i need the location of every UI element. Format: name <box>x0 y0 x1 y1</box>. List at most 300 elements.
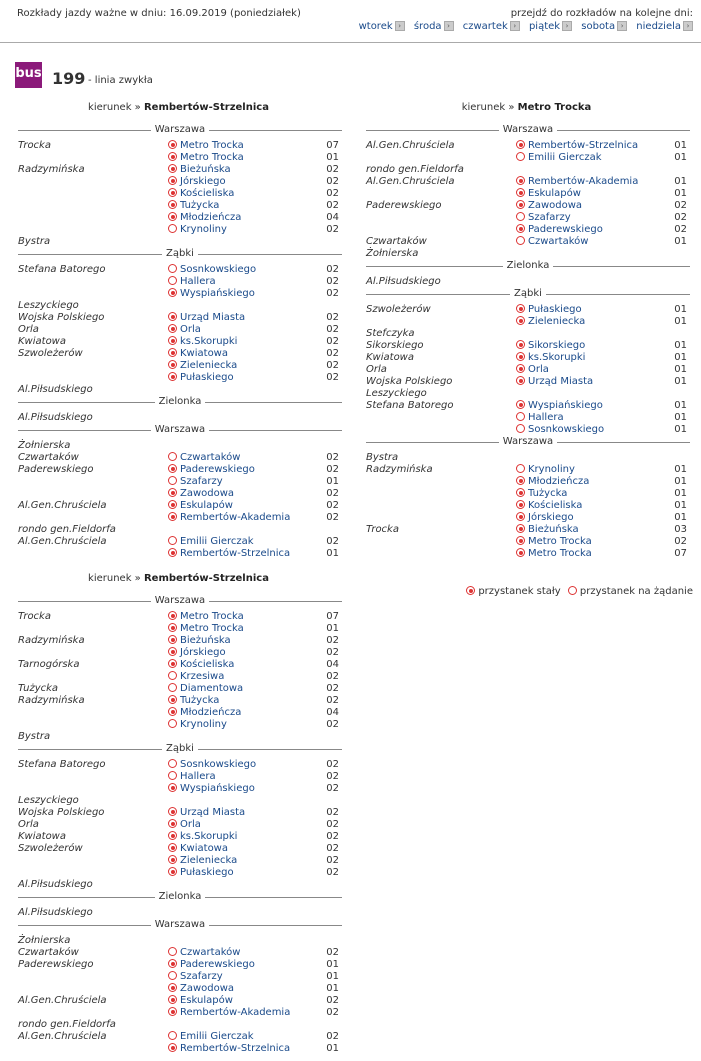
fixed-stop-icon <box>168 348 177 357</box>
street-name: Sikorskiego <box>366 340 424 351</box>
stop-name[interactable]: Wyspiańskiego <box>180 783 255 794</box>
stop-link[interactable] <box>168 611 244 622</box>
stop-name[interactable]: Urząd Miasta <box>180 312 246 323</box>
travel-time: 02 <box>326 176 339 187</box>
street-name: Paderewskiego <box>366 200 442 211</box>
zone-name: Zielonka <box>155 891 206 902</box>
stop-name[interactable]: ks.Skorupki <box>180 831 238 842</box>
stop-name[interactable]: Czwartaków <box>180 452 241 463</box>
travel-time: 03 <box>674 524 687 535</box>
stop-link[interactable] <box>516 200 582 211</box>
timetable-row <box>15 719 342 731</box>
street-name: Bystra <box>18 236 51 247</box>
direction-destination[interactable]: Rembertów-Strzelnica <box>143 102 269 113</box>
stop-link[interactable] <box>516 316 585 327</box>
travel-time: 02 <box>326 276 339 287</box>
stop-name[interactable]: Eskulapów <box>180 500 233 511</box>
fixed-stop-icon <box>168 659 177 668</box>
travel-time: 01 <box>674 476 687 487</box>
fixed-stop-icon <box>168 500 177 509</box>
street-name: Żołnierska <box>366 248 419 259</box>
street-name: Radzymińska <box>18 164 85 175</box>
timetable-row <box>15 524 342 536</box>
stop-link[interactable] <box>516 304 582 315</box>
stop-link[interactable] <box>168 719 227 730</box>
stop-name[interactable]: Zieleniecka <box>180 360 238 371</box>
arrow-icon[interactable]: › <box>395 21 405 31</box>
zone-name-wrap <box>18 919 342 930</box>
stop-link[interactable] <box>516 412 564 423</box>
stop-name[interactable]: Szafarzy <box>528 212 571 223</box>
stop-link[interactable] <box>168 843 228 854</box>
street-name: Czwartaków <box>18 947 79 958</box>
request-stop-icon <box>168 536 177 545</box>
stop-link[interactable] <box>516 548 592 559</box>
fixed-stop-icon <box>168 488 177 497</box>
travel-time: 01 <box>674 488 687 499</box>
stop-name[interactable]: Zawodowa <box>180 983 235 994</box>
timetable-row <box>15 324 342 336</box>
stop-link[interactable] <box>168 807 245 818</box>
timetable-row <box>15 947 342 959</box>
stop-name[interactable]: Metro Trocka <box>180 152 244 163</box>
travel-time: 02 <box>326 512 339 523</box>
arrow-icon[interactable]: › <box>562 21 572 31</box>
street-name: Al.Gen.Chruściela <box>18 1031 107 1042</box>
timetable-row <box>15 464 342 476</box>
stop-link[interactable] <box>168 188 234 199</box>
stop-link[interactable] <box>168 452 240 463</box>
stop-name[interactable]: Wyspiańskiego <box>180 288 255 299</box>
stop-link[interactable] <box>516 424 604 435</box>
stop-link[interactable] <box>168 983 234 994</box>
timetable-row <box>363 200 690 212</box>
stop-link[interactable] <box>168 276 216 287</box>
stop-name[interactable]: Rembertów-Strzelnica <box>528 140 639 151</box>
zone-separator <box>18 424 342 436</box>
timetable-row <box>15 476 342 488</box>
fixed-stop-icon <box>516 524 525 533</box>
stop-link[interactable] <box>168 336 237 347</box>
street-name: Al.Gen.Chruściela <box>18 500 107 511</box>
fixed-stop-icon <box>168 707 177 716</box>
timetable-row <box>363 500 690 512</box>
fixed-stop-icon <box>516 200 525 209</box>
stop-name[interactable]: Zawodowa <box>180 488 235 499</box>
stop-name[interactable]: Paderewskiego <box>528 224 603 235</box>
fixed-stop-icon <box>168 188 177 197</box>
timetable-row <box>15 164 342 176</box>
stop-name[interactable]: Krzesiwa <box>180 671 225 682</box>
stop-name[interactable]: Orla <box>528 364 549 375</box>
stop-name[interactable]: Zawodowa <box>528 200 583 211</box>
travel-time: 02 <box>674 536 687 547</box>
fixed-stop-icon <box>516 536 525 545</box>
timetable-row <box>15 995 342 1007</box>
goto-days-text: przejdź do rozkładów na kolejne dni: <box>510 8 693 19</box>
fixed-stop-icon <box>168 324 177 333</box>
line-number: 199 <box>52 69 86 88</box>
stop-name[interactable]: Zieleniecka <box>180 855 238 866</box>
stop-link[interactable] <box>168 164 231 175</box>
stop-name[interactable]: Metro Trocka <box>528 536 592 547</box>
stop-link[interactable] <box>168 947 240 958</box>
stop-name[interactable]: Urząd Miasta <box>180 807 246 818</box>
stop-link[interactable] <box>516 476 589 487</box>
stop-name[interactable]: Sosnkowskiego <box>528 424 605 435</box>
timetable-row <box>15 879 342 891</box>
stop-name[interactable]: Emilii Gierczak <box>180 1031 254 1042</box>
street-name: Trocka <box>18 140 51 151</box>
stop-link[interactable] <box>516 488 567 499</box>
timetable-row <box>363 224 690 236</box>
stop-link[interactable] <box>168 783 255 794</box>
stop-link[interactable] <box>168 683 243 694</box>
stop-link[interactable] <box>168 855 237 866</box>
street-name: Orla <box>18 324 39 335</box>
timetable-row <box>15 907 342 919</box>
stop-name[interactable]: Czwartaków <box>180 947 241 958</box>
travel-time: 01 <box>674 188 687 199</box>
request-stop-icon <box>168 719 177 728</box>
stop-link[interactable] <box>168 771 216 782</box>
stop-link[interactable] <box>168 224 227 235</box>
stop-link[interactable] <box>516 152 602 163</box>
stop-link[interactable] <box>168 659 234 670</box>
travel-time: 02 <box>326 867 339 878</box>
stop-name[interactable]: Kościeliska <box>528 500 583 511</box>
travel-time: 01 <box>674 364 687 375</box>
stop-name[interactable]: Tużycka <box>180 200 220 211</box>
zone-name: Warszawa <box>151 424 209 435</box>
stop-link[interactable] <box>168 512 290 523</box>
day-link-saturday[interactable]: sobota <box>581 21 616 32</box>
stop-name[interactable]: Metro Trocka <box>528 548 592 559</box>
timetable-row <box>15 611 342 623</box>
timetable-row <box>363 548 690 560</box>
line-type: - linia zwykła <box>88 75 153 86</box>
zone-name-wrap <box>18 424 342 435</box>
stop-link[interactable] <box>516 212 571 223</box>
stop-name[interactable]: Czwartaków <box>528 236 589 247</box>
stop-link[interactable] <box>516 188 581 199</box>
stop-link[interactable] <box>168 464 255 475</box>
stop-link[interactable] <box>168 695 219 706</box>
stop-link[interactable] <box>168 707 241 718</box>
stop-name[interactable]: Krynoliny <box>180 719 227 730</box>
request-stop-icon <box>516 152 525 161</box>
direction-destination[interactable]: Metro Trocka <box>517 102 592 113</box>
stop-name[interactable]: Kościeliska <box>180 659 235 670</box>
stop-link[interactable] <box>516 400 603 411</box>
zone-separator <box>18 919 342 931</box>
fixed-stop-icon <box>516 316 525 325</box>
stop-link[interactable] <box>516 176 638 187</box>
stop-link[interactable] <box>168 212 241 223</box>
stop-name[interactable]: Emilii Gierczak <box>528 152 602 163</box>
stop-link[interactable] <box>516 512 574 523</box>
direction-destination[interactable]: Rembertów-Strzelnica <box>143 573 269 584</box>
timetable-row <box>15 360 342 372</box>
stop-link[interactable] <box>168 264 256 275</box>
timetable-row <box>15 300 342 312</box>
stop-link[interactable] <box>516 464 575 475</box>
stop-link[interactable] <box>168 288 255 299</box>
street-name: Wojska Polskiego <box>366 376 453 387</box>
stop-name[interactable]: Jórskiego <box>528 512 574 523</box>
stop-name[interactable]: Rembertów-Strzelnica <box>180 548 291 559</box>
stop-name[interactable]: Młodzieńcza <box>528 476 590 487</box>
arrow-icon[interactable]: › <box>510 21 520 31</box>
fixed-stop-icon <box>168 176 177 185</box>
timetable-row <box>15 512 342 524</box>
stop-link[interactable] <box>168 548 290 559</box>
zone-name-wrap <box>18 248 342 259</box>
timetable-row <box>363 452 690 464</box>
timetable-row <box>15 683 342 695</box>
stop-name[interactable]: Rembertów-Akademia <box>528 176 639 187</box>
fixed-stop-icon <box>516 304 525 313</box>
stop-link[interactable] <box>168 348 228 359</box>
timetable-row <box>363 316 690 328</box>
street-name: Radzymińska <box>366 464 433 475</box>
timetable-row <box>15 1019 342 1031</box>
stop-name[interactable]: Urząd Miasta <box>528 376 594 387</box>
street-name: Czwartaków <box>18 452 79 463</box>
stop-name[interactable]: Jórskiego <box>180 176 226 187</box>
travel-time: 02 <box>326 843 339 854</box>
street-name: Leszyckiego <box>18 795 79 806</box>
stop-name[interactable]: ks.Skorupki <box>180 336 238 347</box>
stop-link[interactable] <box>516 500 582 511</box>
stop-name[interactable]: Bieżuńska <box>180 635 231 646</box>
stop-link[interactable] <box>168 324 201 335</box>
stop-link[interactable] <box>516 224 603 235</box>
travel-time: 02 <box>326 671 339 682</box>
zone-name: Warszawa <box>151 919 209 930</box>
stop-name[interactable]: Hallera <box>180 276 216 287</box>
travel-time: 02 <box>326 536 339 547</box>
stop-name[interactable]: Kościeliska <box>180 188 235 199</box>
timetable-row <box>15 152 342 164</box>
stop-name[interactable]: Kwiatowa <box>180 843 228 854</box>
direction-title-3 <box>15 573 342 584</box>
stop-name[interactable]: Tużycka <box>180 695 220 706</box>
fixed-stop-icon <box>168 336 177 345</box>
timetable-row <box>15 731 342 743</box>
street-name: Kwiatowa <box>366 352 414 363</box>
stop-link[interactable] <box>168 635 231 646</box>
stop-name[interactable]: Młodzieńcza <box>180 707 242 718</box>
travel-time: 04 <box>326 707 339 718</box>
stop-link[interactable] <box>168 831 237 842</box>
fixed-stop-icon <box>516 488 525 497</box>
stop-name[interactable]: Młodzieńcza <box>180 212 242 223</box>
stop-name[interactable]: Zieleniecka <box>528 316 586 327</box>
day-link-tuesday[interactable]: wtorek <box>358 21 393 32</box>
stop-name[interactable]: Paderewskiego <box>180 959 255 970</box>
stop-name[interactable]: Pułaskiego <box>528 304 582 315</box>
day-link-thursday[interactable]: czwartek <box>462 21 508 32</box>
stop-name[interactable]: Rembertów-Strzelnica <box>180 1043 291 1054</box>
stop-name[interactable]: Sosnkowskiego <box>180 264 257 275</box>
stop-name[interactable]: Jórskiego <box>180 647 226 658</box>
stop-link[interactable] <box>168 671 224 682</box>
timetable-row <box>363 376 690 388</box>
stop-link[interactable] <box>516 524 579 535</box>
timetable-row <box>15 1043 342 1055</box>
travel-time: 01 <box>326 983 339 994</box>
timetable-row <box>15 843 342 855</box>
timetable-row <box>363 164 690 176</box>
stop-link[interactable] <box>168 1043 290 1054</box>
street-name: Orla <box>366 364 387 375</box>
stop-link[interactable] <box>516 536 592 547</box>
fixed-stop-icon <box>516 364 525 373</box>
stop-link[interactable] <box>168 372 234 383</box>
request-stop-icon <box>168 452 177 461</box>
zone-separator <box>366 260 690 272</box>
stop-link[interactable] <box>168 488 234 499</box>
stop-name[interactable]: Metro Trocka <box>180 611 244 622</box>
stop-link[interactable] <box>168 1007 290 1018</box>
travel-time: 01 <box>326 1043 339 1054</box>
day-links <box>353 21 693 32</box>
day-link-sunday[interactable]: niedziela <box>636 21 681 32</box>
zone-name-wrap <box>366 124 690 135</box>
stop-name[interactable]: Paderewskiego <box>180 464 255 475</box>
timetable-row <box>363 400 690 412</box>
timetable-row <box>15 372 342 384</box>
stop-link[interactable] <box>168 312 245 323</box>
stop-name[interactable]: Wyspiańskiego <box>528 400 603 411</box>
stop-name[interactable]: Diamentowa <box>180 683 244 694</box>
stop-name[interactable]: Pułaskiego <box>180 867 234 878</box>
stop-name[interactable]: Orla <box>180 324 201 335</box>
stop-link[interactable] <box>168 200 219 211</box>
stop-link[interactable] <box>168 152 244 163</box>
stop-name[interactable]: Eskulapów <box>180 995 233 1006</box>
stop-link[interactable] <box>168 647 226 658</box>
stop-name[interactable]: Orla <box>180 819 201 830</box>
fixed-stop-icon <box>466 586 475 595</box>
stop-link[interactable] <box>168 995 233 1006</box>
timetable-row <box>15 188 342 200</box>
street-name: Kwiatowa <box>18 336 66 347</box>
street-name: Al.Piłsudskiego <box>18 384 93 395</box>
stop-name[interactable]: Metro Trocka <box>180 623 244 634</box>
stop-name[interactable]: Kwiatowa <box>180 348 228 359</box>
timetable-row <box>15 312 342 324</box>
street-name: Al.Piłsudskiego <box>18 879 93 890</box>
arrow-icon[interactable]: › <box>617 21 627 31</box>
timetable-row <box>15 855 342 867</box>
travel-time: 02 <box>326 188 339 199</box>
timetable-row <box>15 807 342 819</box>
stop-name[interactable]: Bieżuńska <box>180 164 231 175</box>
stop-link[interactable] <box>168 176 226 187</box>
stop-link[interactable] <box>168 867 234 878</box>
fixed-stop-icon <box>516 548 525 557</box>
zone-name: Zielonka <box>503 260 554 271</box>
timetable-row <box>15 759 342 771</box>
stop-name[interactable]: Rembertów-Akademia <box>180 512 291 523</box>
stop-name[interactable]: ks.Skorupki <box>528 352 586 363</box>
stop-link[interactable] <box>168 536 254 547</box>
fixed-stop-icon <box>516 400 525 409</box>
day-link-friday[interactable]: piątek <box>528 21 561 32</box>
stop-name[interactable]: Krynoliny <box>180 224 227 235</box>
fixed-stop-icon <box>168 635 177 644</box>
stop-name[interactable]: Pułaskiego <box>180 372 234 383</box>
stop-link[interactable] <box>516 376 593 387</box>
zone-name: Warszawa <box>151 595 209 606</box>
stop-link[interactable] <box>168 759 256 770</box>
street-name: Żołnierska <box>18 440 71 451</box>
day-link-wednesday[interactable]: środa <box>413 21 442 32</box>
travel-time: 07 <box>326 140 339 151</box>
timetable-row <box>363 364 690 376</box>
travel-time: 01 <box>674 512 687 523</box>
street-name: Al.Gen.Chruściela <box>18 536 107 547</box>
arrow-icon[interactable]: › <box>444 21 454 31</box>
stop-name[interactable]: Emilii Gierczak <box>180 536 254 547</box>
stop-link[interactable] <box>168 140 244 151</box>
zone-name: Warszawa <box>499 436 557 447</box>
stop-link[interactable] <box>516 340 585 351</box>
stop-link[interactable] <box>168 476 223 487</box>
stop-name[interactable]: Hallera <box>180 771 216 782</box>
street-name: Czwartaków <box>366 236 427 247</box>
travel-time: 07 <box>674 548 687 559</box>
arrow-icon[interactable]: › <box>683 21 693 31</box>
stop-name[interactable]: Rembertów-Akademia <box>180 1007 291 1018</box>
fixed-stop-icon <box>168 647 177 656</box>
fixed-stop-icon <box>516 512 525 521</box>
stop-link[interactable] <box>516 364 549 375</box>
stop-name[interactable]: Eskulapów <box>528 188 581 199</box>
stop-link[interactable] <box>168 971 223 982</box>
travel-time: 02 <box>326 719 339 730</box>
fixed-stop-icon <box>516 176 525 185</box>
top-bar <box>0 0 701 43</box>
stop-name[interactable]: Sikorskiego <box>528 340 586 351</box>
timetable-row <box>15 176 342 188</box>
stop-link[interactable] <box>516 236 588 247</box>
travel-time: 02 <box>326 1031 339 1042</box>
stop-name[interactable]: Bieżuńska <box>528 524 579 535</box>
stop-link[interactable] <box>168 360 237 371</box>
stop-name[interactable]: Sosnkowskiego <box>180 759 257 770</box>
fixed-stop-icon <box>168 783 177 792</box>
stop-name[interactable]: Tużycka <box>528 488 568 499</box>
request-stop-icon <box>168 683 177 692</box>
stop-link[interactable] <box>168 623 244 634</box>
stop-name[interactable]: Krynoliny <box>528 464 575 475</box>
stop-link[interactable] <box>168 819 201 830</box>
stop-link[interactable] <box>168 1031 254 1042</box>
stop-name[interactable]: Szafarzy <box>180 971 223 982</box>
zone-separator <box>18 124 342 136</box>
request-stop-icon <box>516 424 525 433</box>
stop-link[interactable] <box>516 140 638 151</box>
stop-name[interactable]: Szafarzy <box>180 476 223 487</box>
stop-link[interactable] <box>516 352 585 363</box>
stop-name[interactable]: Hallera <box>528 412 564 423</box>
stop-link[interactable] <box>168 500 233 511</box>
stop-link[interactable] <box>168 959 255 970</box>
stop-name[interactable]: Metro Trocka <box>180 140 244 151</box>
